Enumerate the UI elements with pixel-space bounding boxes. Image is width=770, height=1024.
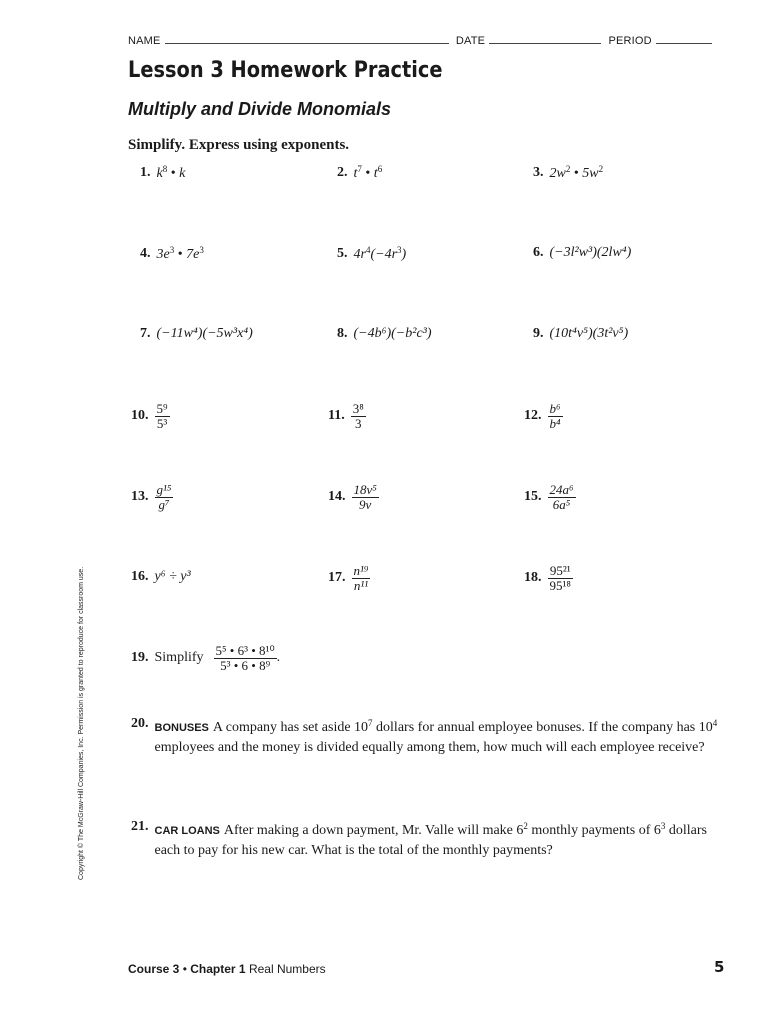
expression: (−3l²w³)(2lw⁴): [549, 245, 632, 260]
numerator: 95²¹: [549, 563, 571, 578]
problem-14: [328, 483, 379, 511]
period-label: PERIOD: [608, 35, 652, 47]
problem-text: monthly payments of 6: [527, 823, 661, 838]
problem-17: [328, 564, 370, 592]
fraction: [548, 483, 576, 511]
problem-9: [533, 326, 628, 342]
problem-number: 14.: [328, 489, 346, 505]
fraction: [155, 483, 174, 511]
exponent: 3: [397, 245, 402, 255]
expression: y⁶ ÷ y³: [154, 569, 191, 584]
page-subtitle: Multiply and Divide Monomials: [128, 99, 392, 119]
problem-6: [533, 245, 631, 261]
problem-tag: CAR LOANS: [154, 825, 220, 837]
term: 7e: [186, 247, 200, 262]
problem-1: [140, 164, 185, 182]
problem-21: [131, 817, 731, 860]
problem-number: 17.: [328, 570, 346, 586]
side-copyright: Copyright © The McGraw-Hill Companies, Inc. Permission is granted to reproduce for classroom use.: [78, 566, 85, 880]
problem-number: 11.: [328, 408, 345, 424]
problem-text: After making a down payment, Mr. Valle will make 6: [223, 823, 524, 838]
exponent: 3: [169, 245, 175, 255]
problem-2: [337, 164, 382, 182]
problem-number: 9.: [533, 326, 544, 341]
problem-7: [140, 326, 253, 342]
denominator: 6a⁵: [552, 496, 571, 512]
numerator: b⁶: [549, 401, 561, 416]
problem-number: 21.: [131, 819, 149, 834]
date-label: DATE: [455, 35, 486, 47]
fraction: [548, 564, 573, 592]
numerator: 3⁸: [352, 401, 364, 416]
problem-15: [524, 483, 576, 511]
exponent: 7: [357, 164, 362, 174]
denominator: 3: [355, 415, 362, 431]
fraction: [214, 644, 277, 672]
problem-5: [337, 245, 406, 263]
problem-19: [131, 644, 280, 672]
term: k: [156, 166, 163, 181]
fraction: [351, 402, 366, 430]
problem-number: 8.: [337, 326, 348, 341]
simplify-label: Simplify: [154, 650, 204, 666]
problem-number: 5.: [337, 246, 348, 261]
exponent: 3: [660, 821, 666, 831]
problem-number: 6.: [533, 245, 544, 260]
term: k: [179, 166, 186, 181]
denominator: 9v: [359, 496, 372, 512]
exponent: 6: [377, 164, 383, 174]
problem-number: 19.: [131, 650, 149, 666]
fraction: [352, 483, 379, 511]
problem-18: [524, 564, 573, 592]
problem-20: [131, 714, 731, 757]
instructions: Simplify. Express using exponents.: [128, 137, 350, 153]
problem-number: 2.: [337, 165, 348, 180]
problem-8: [337, 326, 432, 342]
fraction: [155, 402, 170, 430]
problem-number: 4.: [140, 246, 151, 261]
denominator: 5³ • 6 • 8⁹: [220, 657, 271, 673]
exponent: 3: [199, 245, 204, 255]
times-dot: •: [573, 166, 579, 181]
term: 5w: [582, 166, 599, 181]
times-dot: •: [365, 166, 371, 181]
paren: ): [401, 247, 407, 262]
expression: (−4b⁶)(−b²c³): [353, 326, 432, 341]
footer-separator: •: [182, 962, 187, 976]
numerator: n¹⁹: [353, 563, 369, 578]
denominator: b⁴: [549, 415, 561, 431]
term: t: [373, 166, 378, 181]
denominator: 5³: [156, 415, 168, 431]
denominator: 95¹⁸: [549, 577, 571, 593]
times-dot: •: [177, 247, 183, 262]
problem-text: A company has set aside 10: [212, 720, 369, 735]
problem-3: [533, 164, 603, 182]
page-number: 5: [714, 958, 725, 976]
date-line[interactable]: [489, 34, 601, 44]
problem-number: 3.: [533, 165, 544, 180]
term: (−4r: [370, 247, 398, 262]
term: t: [353, 166, 358, 181]
numerator: 5⁹: [156, 401, 168, 416]
problem-12: [524, 402, 563, 430]
problem-number: 16.: [131, 569, 149, 584]
denominator: g⁷: [158, 496, 170, 512]
numerator: 5⁵ • 6³ • 8¹⁰: [215, 643, 275, 658]
problem-number: 15.: [524, 489, 542, 505]
chapter-title: Real Numbers: [248, 962, 326, 976]
numerator: 18v⁵: [353, 482, 377, 497]
problem-number: 18.: [524, 570, 542, 586]
expression: (−11w⁴)(−5w³x⁴): [156, 326, 253, 341]
name-line[interactable]: [165, 34, 449, 44]
term: 3e: [156, 247, 170, 262]
period: .: [276, 650, 281, 666]
fraction: [548, 402, 563, 430]
problem-13: [131, 483, 173, 511]
problem-11: [328, 402, 366, 430]
times-dot: •: [170, 166, 176, 181]
chapter-label: Chapter 1: [190, 962, 246, 976]
name-field: [128, 34, 716, 47]
fraction: [352, 564, 371, 592]
term: 2w: [549, 166, 566, 181]
page-title: Lesson 3 Homework Practice: [128, 58, 443, 83]
exponent: 8: [162, 164, 168, 174]
problem-number: 1.: [140, 165, 151, 180]
problem-number: 13.: [131, 489, 149, 505]
exponent: 2: [565, 164, 571, 174]
exponent: 2: [598, 164, 604, 174]
problem-text: dollars for annual employee bonuses. If the company has 10: [372, 720, 713, 735]
problem-number: 10.: [131, 408, 149, 424]
exponent: 4: [365, 245, 371, 255]
term: 4r: [353, 247, 366, 262]
expression: (10t⁴v⁵)(3t²v⁵): [549, 326, 629, 341]
exponent: 7: [368, 718, 373, 728]
problem-number: 12.: [524, 408, 542, 424]
problem-number: 7.: [140, 326, 151, 341]
exponent: 4: [712, 718, 718, 728]
denominator: n¹¹: [353, 577, 369, 593]
problem-text: employees and the money is divided equally among them, how much will each employee receive?: [154, 740, 705, 755]
course-label: Course 3: [128, 962, 180, 976]
exponent: 2: [523, 821, 528, 831]
problem-4: [140, 245, 204, 263]
numerator: 24a⁶: [549, 482, 574, 497]
name-label: NAME: [128, 35, 161, 47]
numerator: g¹⁵: [156, 482, 172, 497]
footer: [128, 962, 326, 976]
problem-tag: BONUSES: [154, 722, 209, 734]
problem-16: [131, 569, 191, 585]
problem-10: [131, 402, 170, 430]
period-line[interactable]: [656, 34, 712, 44]
problem-number: 20.: [131, 716, 149, 731]
problem-text: dollars each to pay for his new car. What is the total of the monthly payments?: [154, 823, 708, 858]
